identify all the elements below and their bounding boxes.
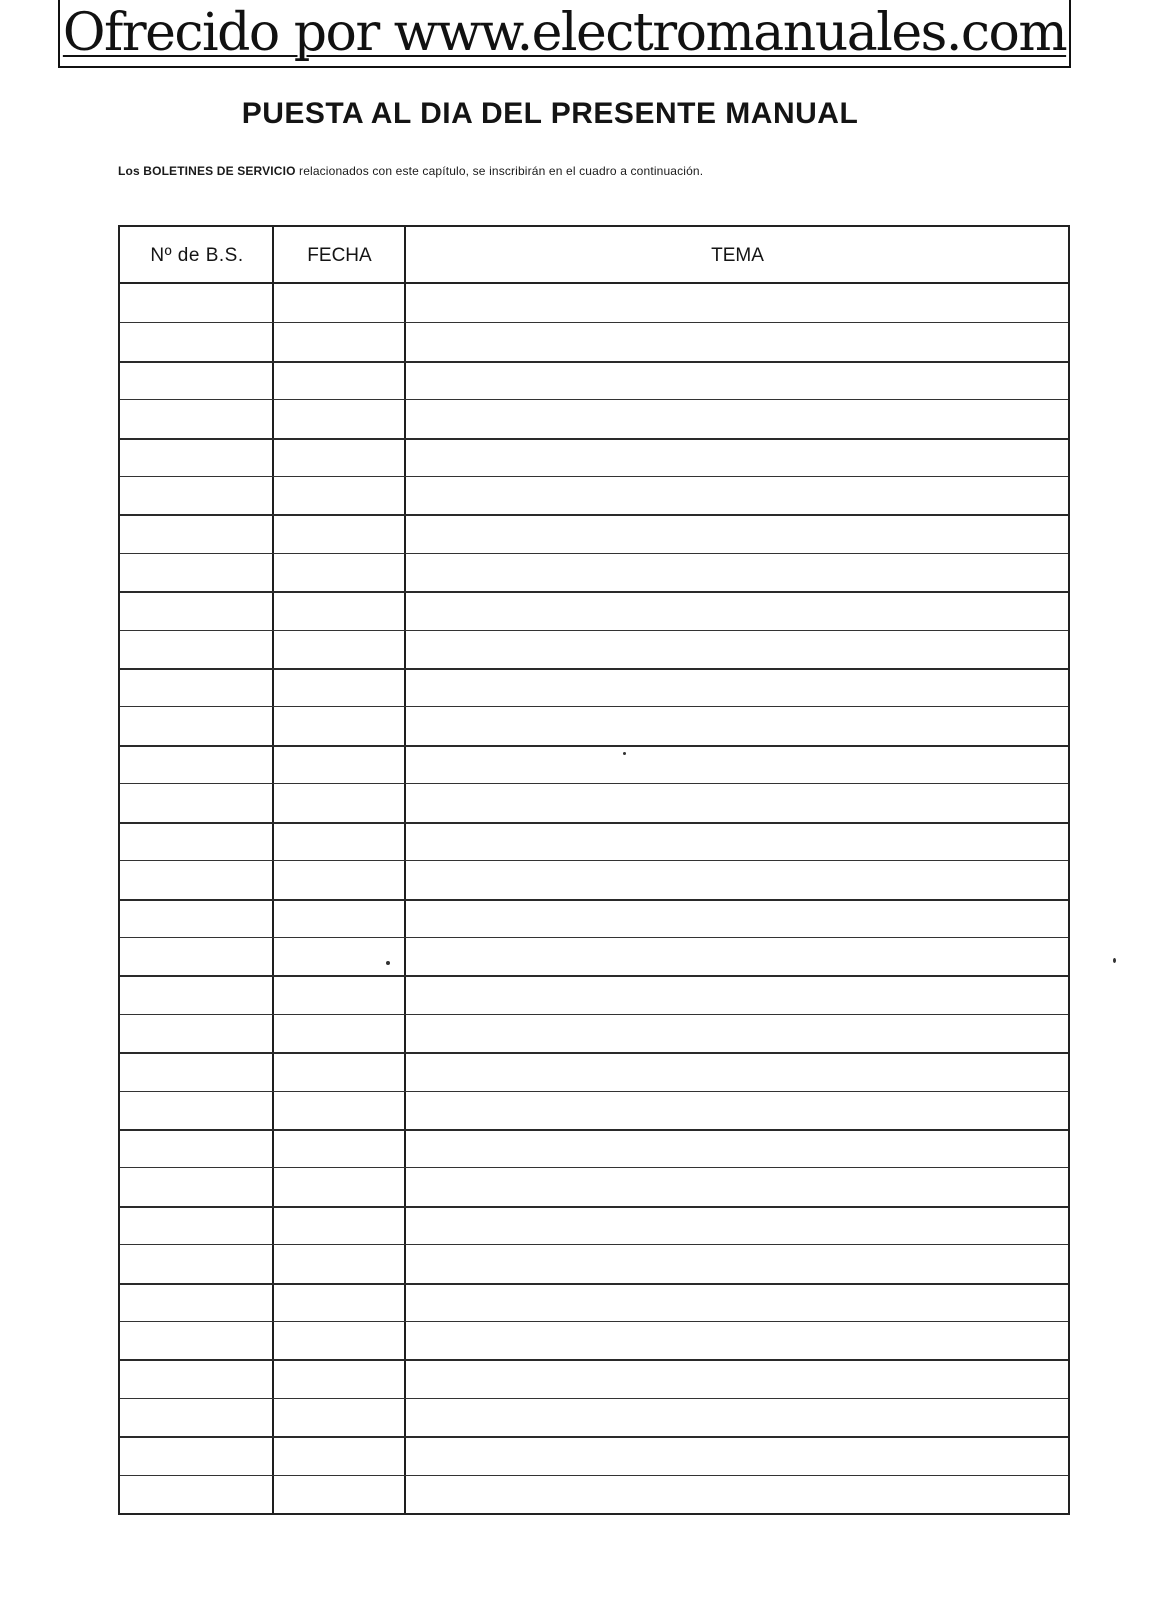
- print-speck: [386, 961, 390, 965]
- table-row-line: [120, 1436, 1068, 1438]
- page-title: PUESTA AL DIA DEL PRESENTE MANUAL: [241, 97, 859, 130]
- table-row-line: [120, 1321, 1068, 1322]
- table-row-line: [120, 1206, 1068, 1208]
- bulletin-log-table: [118, 225, 1070, 1515]
- table-row-line: [120, 1167, 1068, 1168]
- table-row-line: [120, 745, 1068, 747]
- table-row-line: [120, 438, 1068, 440]
- table-row-line: [120, 322, 1068, 323]
- column-header-subject: TEMA: [711, 245, 764, 266]
- print-speck: [623, 752, 626, 755]
- table-row-line: [120, 937, 1068, 938]
- column-header-bulletin-number: Nº de B.S.: [150, 245, 244, 266]
- instructions-rest: relacionados con este capítulo, se inscribirán en el cuadro a continuación.: [295, 164, 704, 178]
- table-row-line: [120, 1359, 1068, 1361]
- table-row-line: [120, 1398, 1068, 1399]
- instructions-text: [118, 164, 703, 178]
- table-row-line: [120, 860, 1068, 861]
- table-row-line: [120, 1091, 1068, 1092]
- table-row-line: [120, 1283, 1068, 1285]
- table-row-line: [120, 1052, 1068, 1054]
- print-speck: [1113, 958, 1116, 963]
- table-row-line: [120, 975, 1068, 977]
- table-row-line: [120, 706, 1068, 707]
- table-row-line: [120, 361, 1068, 363]
- table-row-line: [120, 553, 1068, 554]
- table-row-line: [120, 1244, 1068, 1245]
- website-banner: Ofrecido por www.electromanuales.com: [58, 0, 1071, 68]
- table-row-line: [120, 630, 1068, 631]
- table-header-row: [120, 227, 1068, 284]
- table-row-line: [120, 899, 1068, 901]
- table-row-line: [120, 1014, 1068, 1015]
- table-row-line: [120, 1475, 1068, 1476]
- table-row-line: [120, 1129, 1068, 1131]
- table-row-line: [120, 668, 1068, 670]
- table-row-line: [120, 476, 1068, 477]
- table-row-line: [120, 399, 1068, 400]
- instructions-bold: Los BOLETINES DE SERVICIO: [118, 164, 296, 178]
- table-row-line: [120, 591, 1068, 593]
- table-row-line: [120, 822, 1068, 824]
- table-row-line: [120, 514, 1068, 516]
- column-header-date: FECHA: [307, 245, 372, 266]
- table-row-line: [120, 783, 1068, 784]
